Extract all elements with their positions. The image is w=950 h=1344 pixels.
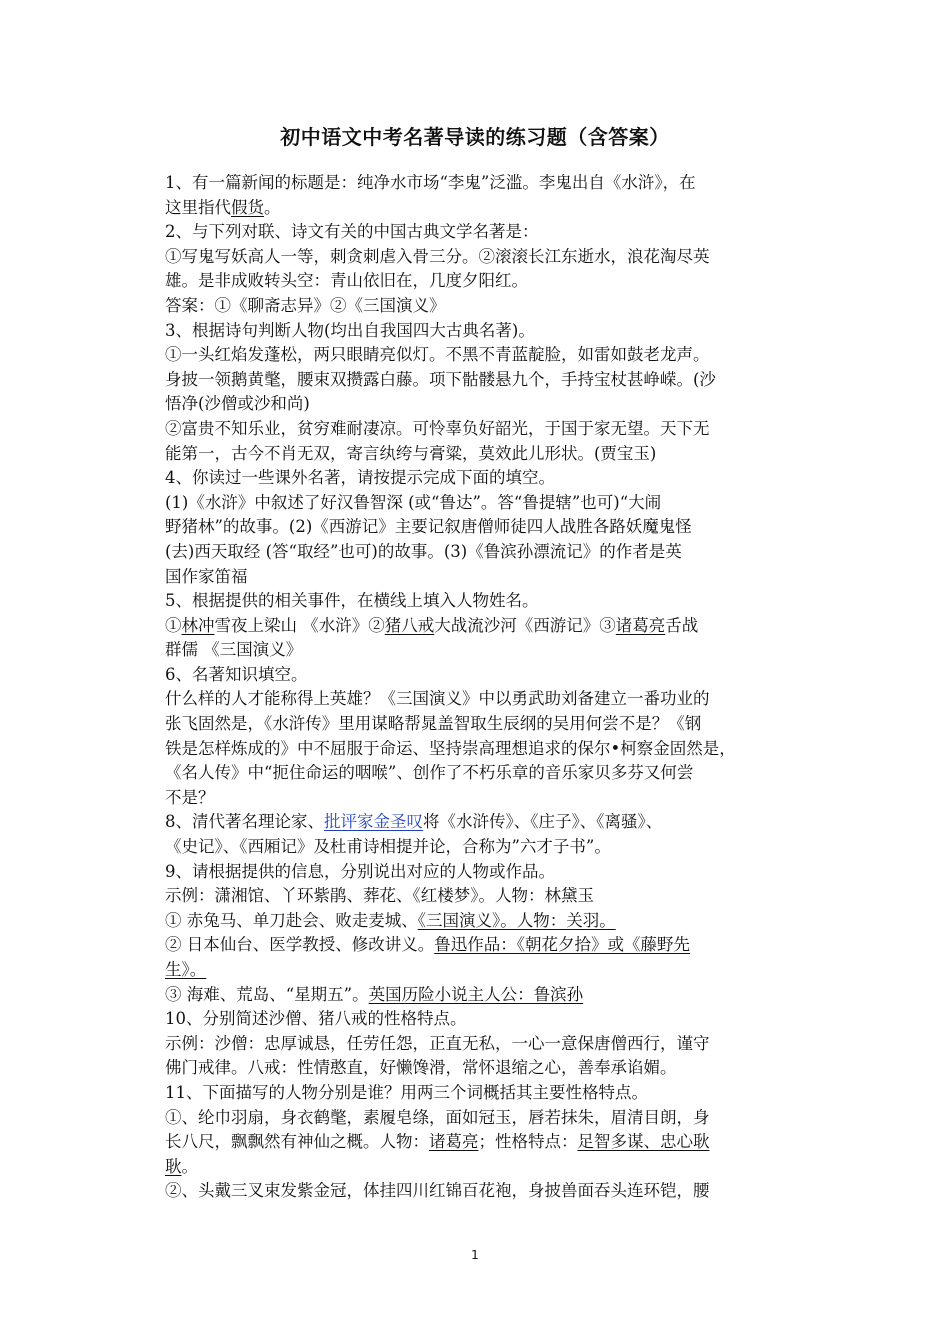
text-segment: 什么样的人才能称得上英雄？《三国演义》中以勇武助刘备建立一番功业的 — [165, 689, 710, 709]
text-line — [165, 1007, 810, 1032]
hyperlink[interactable]: 批评家金圣叹 — [324, 812, 423, 832]
document-title: 初中语文中考名著导读的练习题（含答案） — [280, 125, 670, 149]
text-segment: 雄。是非成败转头空：青山依旧在，几度夕阳红。 — [165, 271, 528, 291]
text-line — [165, 958, 810, 983]
text-segment: 《名人传》中“扼住命运的咽喉”、创作了不朽乐章的音乐家贝多芬又何尝 — [165, 763, 694, 783]
text-segment: 示例：潇湘馆、丫环紫鹃、葬花、《红楼梦》。人物：林黛玉 — [165, 886, 594, 906]
underlined-answer: 诸葛亮 — [429, 1132, 479, 1152]
document-body — [165, 171, 810, 1204]
text-segment: 5、根据提供的相关事件，在横线上填入人物姓名。 — [165, 591, 539, 611]
text-segment: 11、下面描写的人物分别是谁？用两三个词概括其主要性格特点。 — [165, 1082, 648, 1102]
text-segment: (1)《水浒》中叙述了好汉鲁智深 (或“鲁达”。答“鲁提辖”也可)“大闹 — [165, 492, 662, 512]
text-segment: ① 赤兔马、单刀赴会、败走麦城、 — [165, 910, 418, 930]
underlined-answer: 诸葛亮 — [615, 615, 666, 635]
text-line — [165, 1032, 810, 1057]
text-line — [165, 540, 810, 565]
text-line — [165, 491, 810, 516]
text-segment: 不是？ — [165, 787, 215, 807]
text-line — [165, 245, 810, 270]
text-line — [165, 466, 810, 491]
text-segment: 野猪林”的故事。(2)《西游记》主要记叙唐僧师徒四人战胜各路妖魔鬼怪 — [165, 517, 692, 537]
text-segment: 铁是怎样炼成的》中不屈服于命运、坚持崇高理想追求的保尔•柯察金固然是， — [165, 738, 736, 758]
text-line — [165, 565, 810, 590]
text-line — [165, 417, 810, 442]
text-segment: 2、与下列对联、诗文有关的中国古典文学名著是： — [165, 222, 539, 242]
text-line — [165, 294, 810, 319]
text-segment: 答案：①《聊斋志异》②《三国演义》 — [165, 295, 446, 315]
text-segment: ①一头红焰发蓬松，两只眼睛亮似灯。不黑不青蓝靛脸，如雷如鼓老龙声。 — [165, 345, 710, 365]
text-line — [165, 712, 810, 737]
text-segment: 3、根据诗句判断人物(均出自我国四大古典名著)。 — [165, 320, 535, 340]
text-line — [165, 196, 810, 221]
text-segment: ①写鬼写妖高人一等，刺贪刺虐入骨三分。②滚滚长江东逝水，浪花淘尽英 — [165, 246, 710, 266]
underlined-answer: 鲁迅作品：《朝花夕拾》或《藤野先 — [434, 935, 690, 955]
text-line — [165, 515, 810, 540]
text-segment: 大战流沙河《西游记》③ — [434, 615, 616, 635]
text-segment: ② 日本仙台、医学教授、修改讲义。 — [165, 935, 435, 955]
text-segment: 8、清代著名理论家、 — [165, 812, 324, 832]
text-line — [165, 687, 810, 712]
text-line — [165, 1179, 810, 1204]
text-segment: 长八尺，飘飘然有神仙之概。人物： — [165, 1132, 429, 1152]
text-line — [165, 909, 810, 934]
underlined-answer: 《三国演义》。人物：关羽。 — [417, 910, 616, 930]
text-segment: 能第一，古今不肖无双，寄言纨绔与膏粱，莫效此儿形状。(贾宝玉) — [165, 443, 657, 463]
text-line — [165, 1056, 810, 1081]
underlined-answer: 猪八戒 — [384, 615, 435, 635]
text-line — [165, 663, 810, 688]
underlined-answer: 英国历险小说主人公：鲁滨孙 — [368, 984, 584, 1004]
text-line — [165, 343, 810, 368]
text-segment: ① — [165, 615, 182, 635]
text-line — [165, 1081, 810, 1106]
text-segment: 国作家笛福 — [165, 566, 248, 586]
text-line — [165, 220, 810, 245]
text-segment: 身披一领鹅黄氅，腰束双攒露白藤。项下骷髅悬九个，手持宝杖甚峥嵘。(沙 — [165, 369, 716, 389]
text-segment: 雪夜上梁山 《水浒》② — [214, 615, 385, 635]
underlined-answer: 林冲 — [181, 615, 215, 635]
text-segment: 。 — [264, 197, 281, 217]
text-line — [165, 1155, 810, 1180]
text-line — [165, 860, 810, 885]
text-line — [165, 1130, 810, 1155]
text-segment: 9、请根据提供的信息，分别说出对应的人物或作品。 — [165, 861, 555, 881]
underlined-answer: 足智多谋、忠心耿 — [577, 1132, 710, 1152]
text-segment: 示例：沙僧：忠厚诚恳，任劳任怨，正直无私，一心一意保唐僧西行，谨守 — [165, 1033, 710, 1053]
text-line — [165, 171, 810, 196]
text-line — [165, 737, 810, 762]
text-segment: 1、有一篇新闻的标题是：纯净水市场“李鬼”泛滥。李鬼出自《水浒》，在 — [165, 173, 696, 192]
page-number: 1 — [471, 1248, 479, 1262]
text-segment: ①、纶巾羽扇，身衣鹤氅，素履皂绦，面如冠玉，唇若抹朱，眉清目朗，身 — [165, 1107, 710, 1127]
text-line — [165, 835, 810, 860]
text-line — [165, 786, 810, 811]
text-segment: 4、你读过一些课外名著，请按提示完成下面的填空。 — [165, 468, 555, 488]
text-segment: 《史记》、《西厢记》及杜甫诗相提并论，合称为”六才子书”。 — [165, 837, 611, 857]
text-segment: ；性格特点： — [478, 1132, 578, 1152]
text-segment: 。 — [181, 1156, 198, 1176]
text-segment: 10、分别简述沙僧、猪八戒的性格特点。 — [165, 1009, 467, 1029]
text-line — [165, 368, 810, 393]
text-segment: 将《水浒传》、《庄子》、《离骚》、 — [423, 812, 663, 832]
text-segment: ②富贵不知乐业，贫穷难耐凄凉。可怜辜负好韶光，于国于家无望。天下无 — [165, 418, 710, 438]
text-line — [165, 810, 810, 835]
text-line — [165, 614, 810, 639]
text-line — [165, 761, 810, 786]
underlined-answer: 假货 — [231, 197, 264, 217]
text-segment: 舌战 — [665, 615, 699, 635]
text-line — [165, 442, 810, 467]
text-segment: 佛门戒律。八戒：性情憨直，好懒馋滑，常怀退缩之心，善奉承谄媚。 — [165, 1058, 677, 1078]
text-line — [165, 269, 810, 294]
text-line — [165, 589, 810, 614]
text-line — [165, 1106, 810, 1131]
underlined-answer: 耿 — [165, 1156, 182, 1176]
text-segment: 悟净(沙僧或沙和尚) — [165, 394, 310, 414]
underlined-answer: 生》。 — [165, 960, 207, 979]
text-segment: 群儒 《三国演义》 — [165, 640, 303, 660]
text-line — [165, 638, 810, 663]
text-segment: 这里指代 — [165, 197, 231, 217]
text-segment: ②、头戴三叉束发紫金冠，体挂四川红锦百花袍，身披兽面吞头连环铠，腰 — [165, 1181, 710, 1201]
text-line — [165, 392, 810, 417]
text-line — [165, 319, 810, 344]
text-line — [165, 884, 810, 909]
text-line — [165, 933, 810, 958]
text-segment: 6、名著知识填空。 — [165, 664, 308, 684]
text-segment: 张飞固然是，《水浒传》里用谋略帮晁盖智取生辰纲的吴用何尝不是？《钢 — [165, 714, 702, 734]
text-line — [165, 983, 810, 1008]
text-segment: ③ 海难、荒岛、“星期五”。 — [165, 984, 369, 1004]
text-segment: (去)西天取经 (答“取经”也可)的故事。(3)《鲁滨孙漂流记》的作者是英 — [165, 541, 682, 561]
